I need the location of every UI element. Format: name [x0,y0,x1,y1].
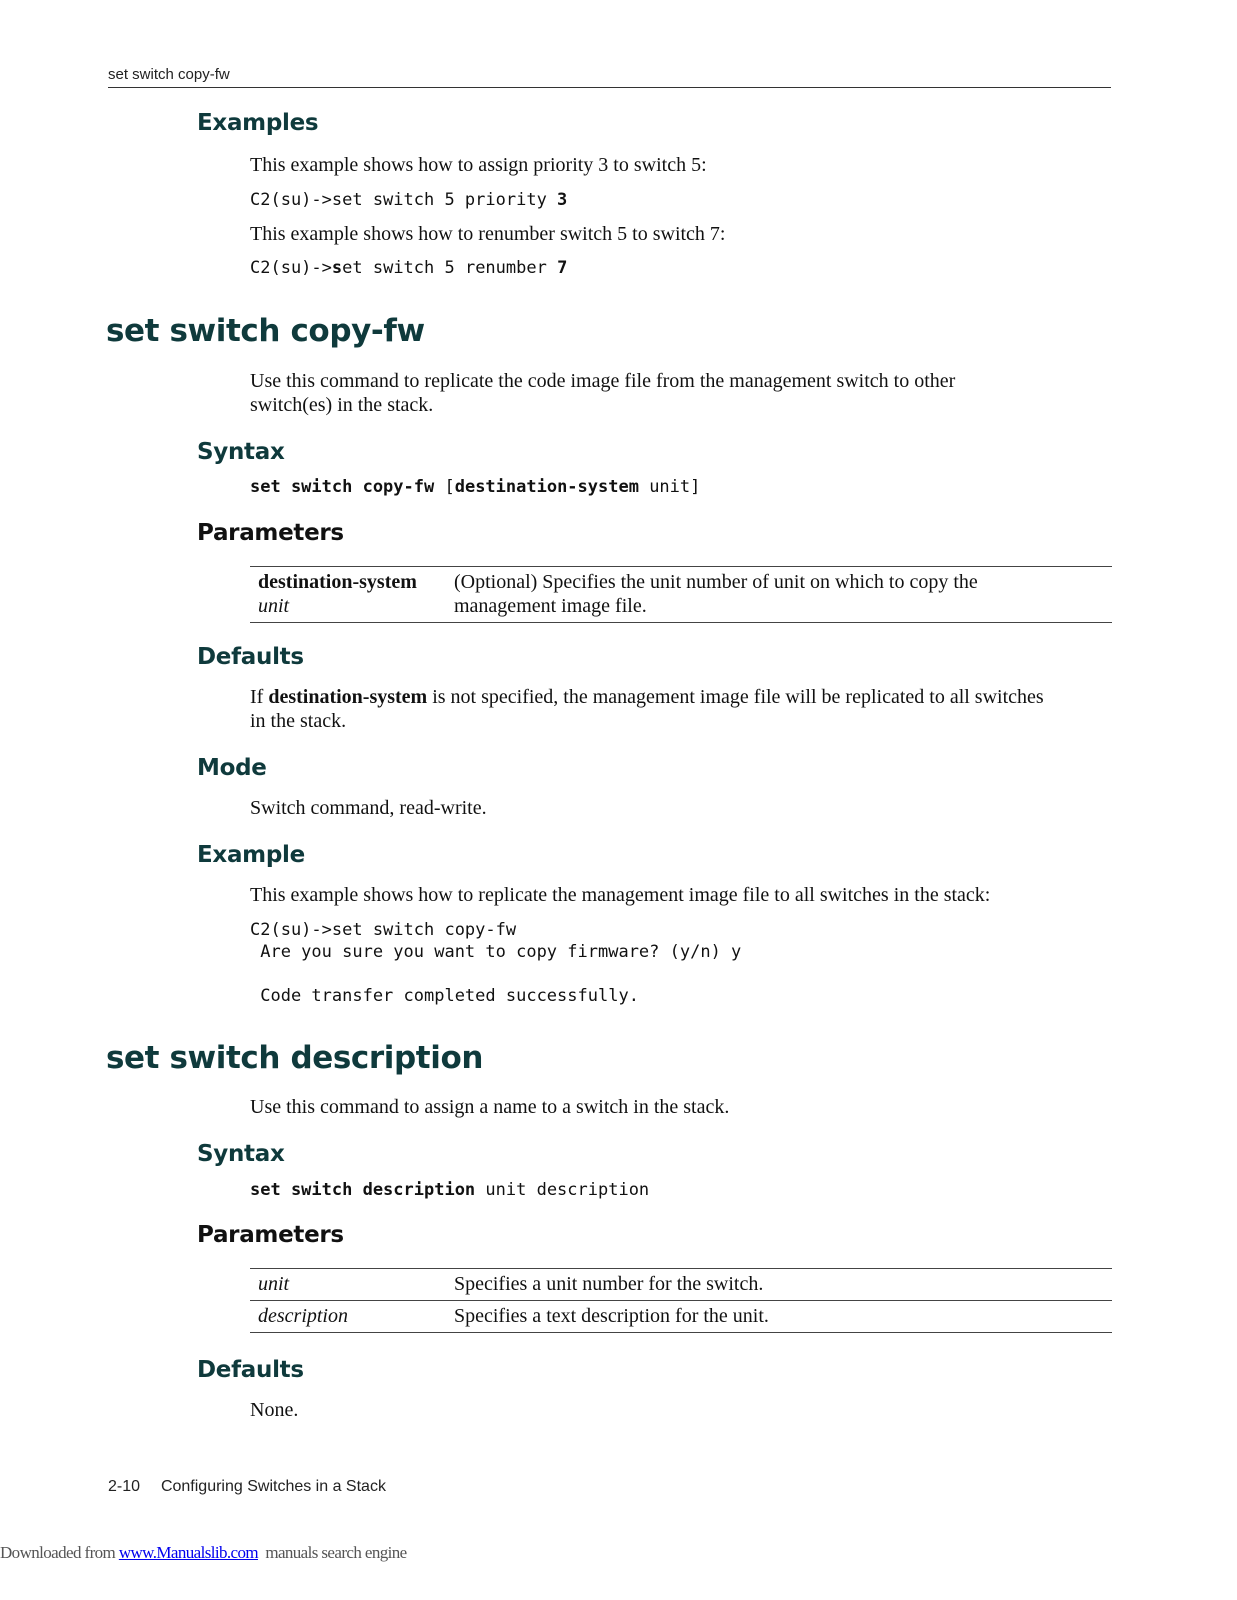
copy-fw-mode-heading: Mode [197,755,267,781]
manualslib-link[interactable]: www.Manualslib.com [118,1543,259,1562]
description-parameters-table [250,1268,1112,1333]
description-defaults-heading: Defaults [197,1357,304,1383]
copy-fw-intro-line-1: Use this command to replicate the code image file from the management switch to other [250,370,956,392]
description-intro: Use this command to assign a name to a switch in the stack. [250,1096,730,1118]
table-row [250,567,1112,623]
param-value-name: unit [258,595,290,617]
copy-fw-defaults-line-1: If destination-system is not specified, the management image file will be replicated to all switches [250,686,1044,708]
example-2-command: C2(su)->set switch 5 renumber 7 [250,258,568,278]
running-header: set switch copy-fw [108,66,1111,88]
table-row [250,1301,1112,1333]
param-description: Specifies a unit number for the switch. [454,1273,764,1295]
table-row [250,1269,1112,1301]
copy-fw-example-description: This example shows how to replicate the management image file to all switches in the stack: [250,884,991,906]
param-description-cell [446,567,1112,623]
footer-section-title: Configuring Switches in a Stack [160,1478,386,1495]
description-syntax-heading: Syntax [197,1141,285,1167]
param-name: destination-system [258,571,417,593]
copy-fw-example-line-2: Are you sure you want to copy firmware? (y/n) y [250,942,742,962]
section-title-copy-fw: set switch copy-fw [106,313,425,349]
copy-fw-syntax-heading: Syntax [197,439,285,465]
copy-fw-defaults-heading: Defaults [197,644,304,670]
page-footer [108,1478,386,1496]
download-suffix: manuals search engine [258,1543,407,1562]
copy-fw-parameters-table [250,566,1112,623]
copy-fw-example-line-1: C2(su)->set switch copy-fw [250,920,517,940]
download-notice [0,1543,407,1563]
download-prefix: Downloaded from [0,1543,119,1562]
copy-fw-example-heading: Example [197,842,305,868]
param-description: Specifies a text description for the unit. [446,1301,1112,1333]
description-syntax: set switch description unit description [250,1180,650,1200]
copy-fw-example-line-3: Code transfer completed successfully. [250,986,639,1006]
copy-fw-intro-line-2: switch(es) in the stack. [250,394,434,416]
copy-fw-parameters-heading: Parameters [197,520,344,546]
param-name: description [250,1301,446,1333]
param-name: unit [258,1273,290,1295]
example-1-description: This example shows how to assign priority 3 to switch 5: [250,154,707,176]
example-2-description: This example shows how to renumber switch 5 to switch 7: [250,223,726,245]
param-description-line-2: management image file. [454,595,647,617]
page-number: 2-10 [108,1478,141,1495]
description-defaults-text: None. [250,1399,299,1421]
section-title-description: set switch description [106,1040,484,1076]
copy-fw-mode-text: Switch command, read-write. [250,797,487,819]
description-parameters-heading: Parameters [197,1222,344,1248]
example-1-command: C2(su)->set switch 5 priority 3 [250,190,568,210]
copy-fw-defaults-line-2: in the stack. [250,710,347,732]
param-description-line-1: (Optional) Specifies the unit number of unit on which to copy the [454,571,978,593]
copy-fw-syntax: set switch copy-fw [destination-system unit] [250,477,701,497]
param-name-cell [250,567,446,623]
examples-heading: Examples [197,110,319,136]
